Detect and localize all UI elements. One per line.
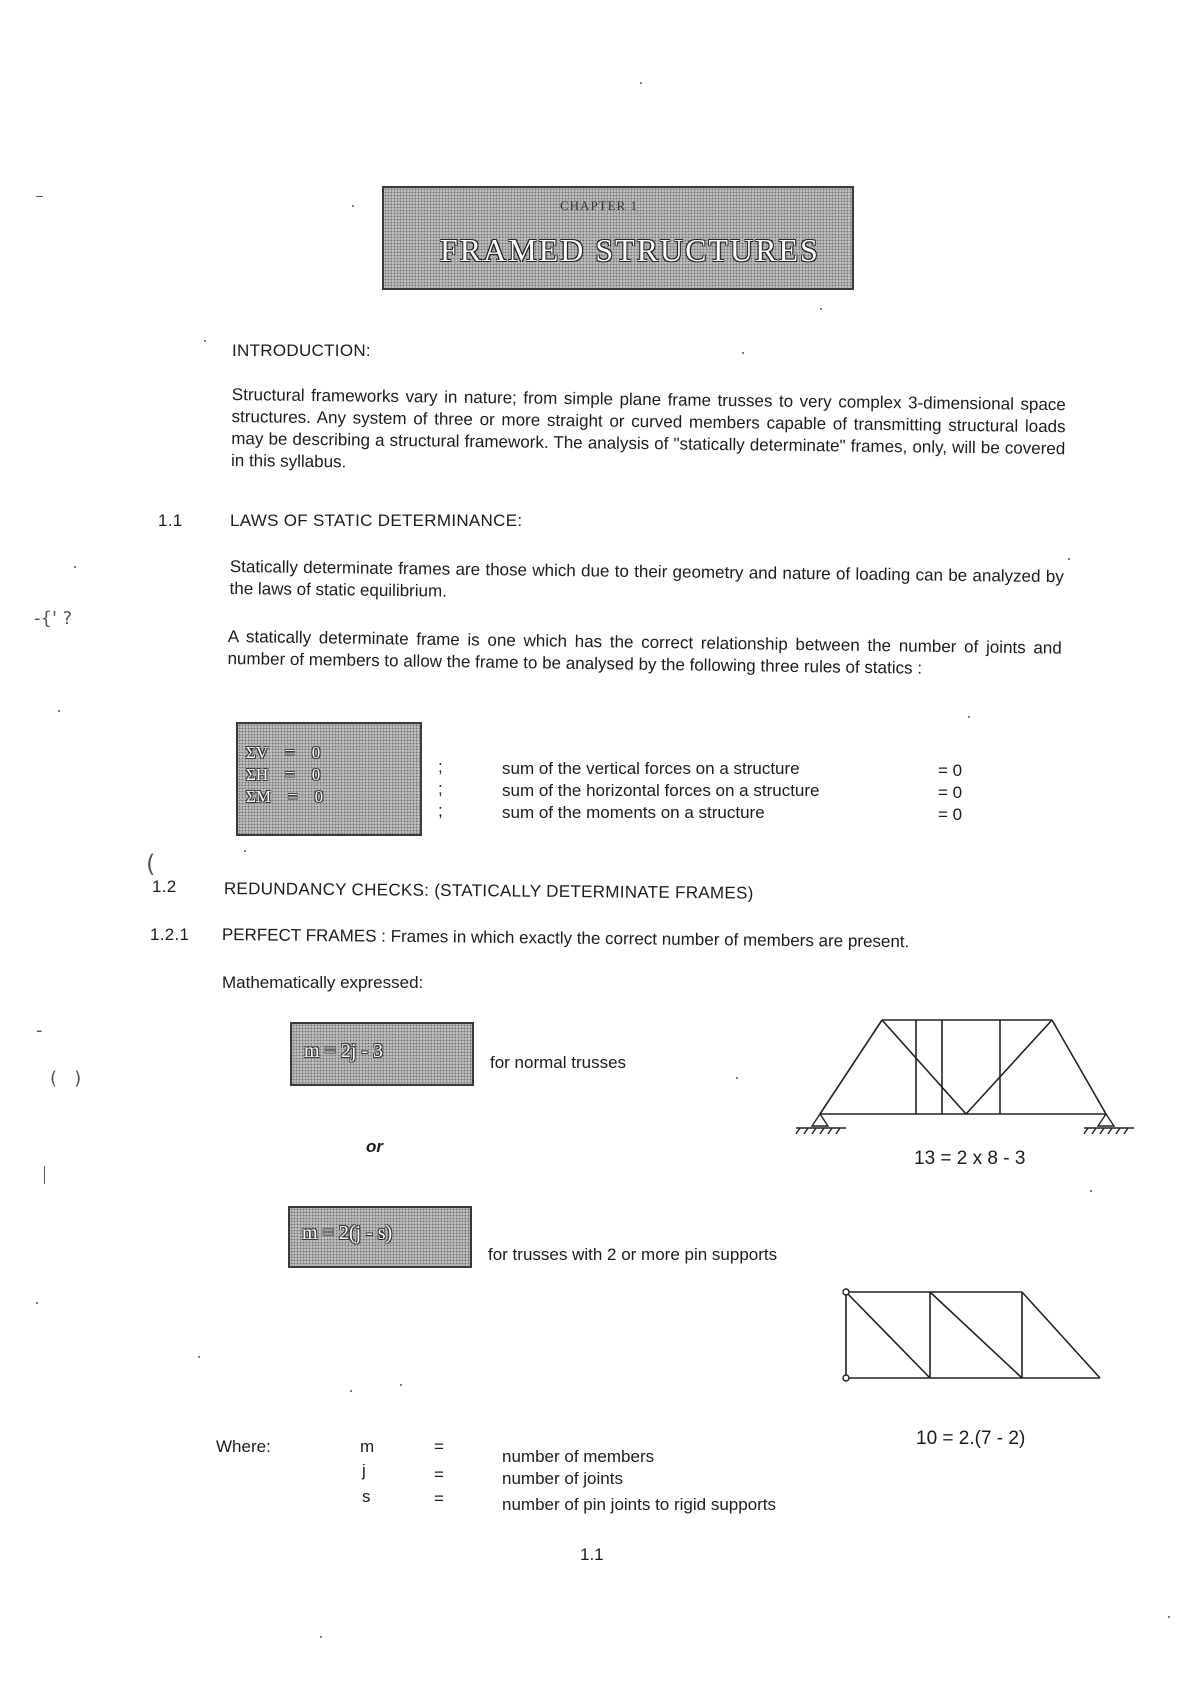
where-description-s: number of pin joints to rigid supports [502,1495,777,1514]
where-symbol-j: j [362,1461,366,1480]
truss-diagonal [930,1292,1022,1378]
where-description-j: number of joints [502,1469,623,1488]
statics-description-v: sum of the vertical forces on a structure [502,759,800,778]
section-heading-1-1: LAWS OF STATIC DETERMINANCE: [230,511,523,530]
perfect-frames-text: : Frames in which exactly the correct number of members are present. [376,926,910,952]
statics-result-m: = 0 [938,805,963,824]
mathematically-expressed-label: Mathematically expressed: [222,973,424,992]
section-number-1-1: 1.1 [158,511,183,530]
where-label: Where: [216,1437,271,1456]
where-description-m: number of members [502,1447,655,1466]
statics-equations-box [236,722,422,836]
static-determinance-paragraph-2: A statically determinate frame is one which has the correct relationship between the number of joints and number of members to allow the frame to be analysed by the following three rules of statics : [227,626,1062,678]
truss-end-diagonal [1052,1020,1106,1114]
perfect-frames-definition [222,924,910,953]
equation-sum-m: ΣM = 0 [246,787,324,806]
formula-box-normal-trusses [290,1022,474,1086]
truss2-caption: 10 = 2.(7 - 2) [916,1428,1026,1449]
separator: ; [438,779,443,798]
intro-heading: INTRODUCTION: [232,341,371,360]
formula-pin-supports-description: for trusses with 2 or more pin supports [488,1245,778,1264]
statics-description-h: sum of the horizontal forces on a structure [502,781,820,800]
cantilever-truss-figure [830,1282,1110,1392]
page-number: 1.1 [580,1545,604,1564]
intro-paragraph: Structural frameworks vary in nature; from simple plane frame trusses to very complex 3-dimensional space structures. Any system of three or more straight or curved members capable of transmitting structural loads may be describing a structural framework. The analysis of "statically determinate" frames, only, will be covered in this syllabus. [230,384,1066,472]
separator: ; [438,801,443,820]
statics-description-m: sum of the moments on a structure [502,803,765,822]
statics-result-h: = 0 [938,783,963,802]
margin-scribble: - [36,1020,43,1041]
static-determinance-paragraph-1: Statically determinate frames are those which due to their geometry and nature of loading can be analyzed by the laws of static equilibrium. [229,556,1064,601]
formula-pin-supports: m = 2(j - s) [302,1222,393,1244]
or-label: or [366,1137,383,1156]
chapter-banner [382,186,854,290]
where-symbol-s: s [362,1487,371,1506]
chapter-title: FRAMED STRUCTURES [440,232,820,268]
where-symbol-m: m [360,1437,375,1456]
section-heading-1-2: REDUNDANCY CHECKS: (STATICALLY DETERMINATE FRAMES) [223,878,754,903]
where-equals: = [434,1465,444,1484]
truss1-caption: 13 = 2 x 8 - 3 [914,1148,1026,1169]
truss-diagonal [882,1020,966,1114]
truss-diagonal [966,1020,1052,1114]
section-number-1-2: 1.2 [152,877,177,896]
pin-joint-top [843,1289,849,1295]
formula-normal-trusses: m = 2j - 3 [304,1040,384,1062]
pin-support-right [1084,1114,1134,1134]
margin-scribble: -{' ? [34,608,73,629]
section-number-1-2-1: 1.2.1 [150,925,190,944]
equation-sum-v: ΣV = 0 [246,743,321,762]
formula-box-pin-supports [288,1206,472,1268]
chapter-number: CHAPTER 1 [560,198,638,213]
truss-diagonal [1022,1292,1100,1378]
perfect-frames-term: PERFECT FRAMES [221,924,377,946]
statics-result-v: = 0 [938,761,963,780]
equation-sum-h: ΣH = 0 [246,765,321,784]
margin-scribble: ( [146,850,156,878]
where-equals: = [434,1437,444,1456]
formula-normal-trusses-description: for normal trusses [490,1053,627,1072]
where-equals: = [434,1489,444,1508]
margin-scribble: ( ) [50,1068,82,1089]
truss-end-diagonal [820,1020,882,1114]
separator: ; [438,757,443,776]
pin-support-left [796,1114,846,1134]
truss-diagonal [846,1292,930,1378]
pratt-truss-figure [790,1010,1140,1140]
pin-joint-bottom [843,1375,849,1381]
